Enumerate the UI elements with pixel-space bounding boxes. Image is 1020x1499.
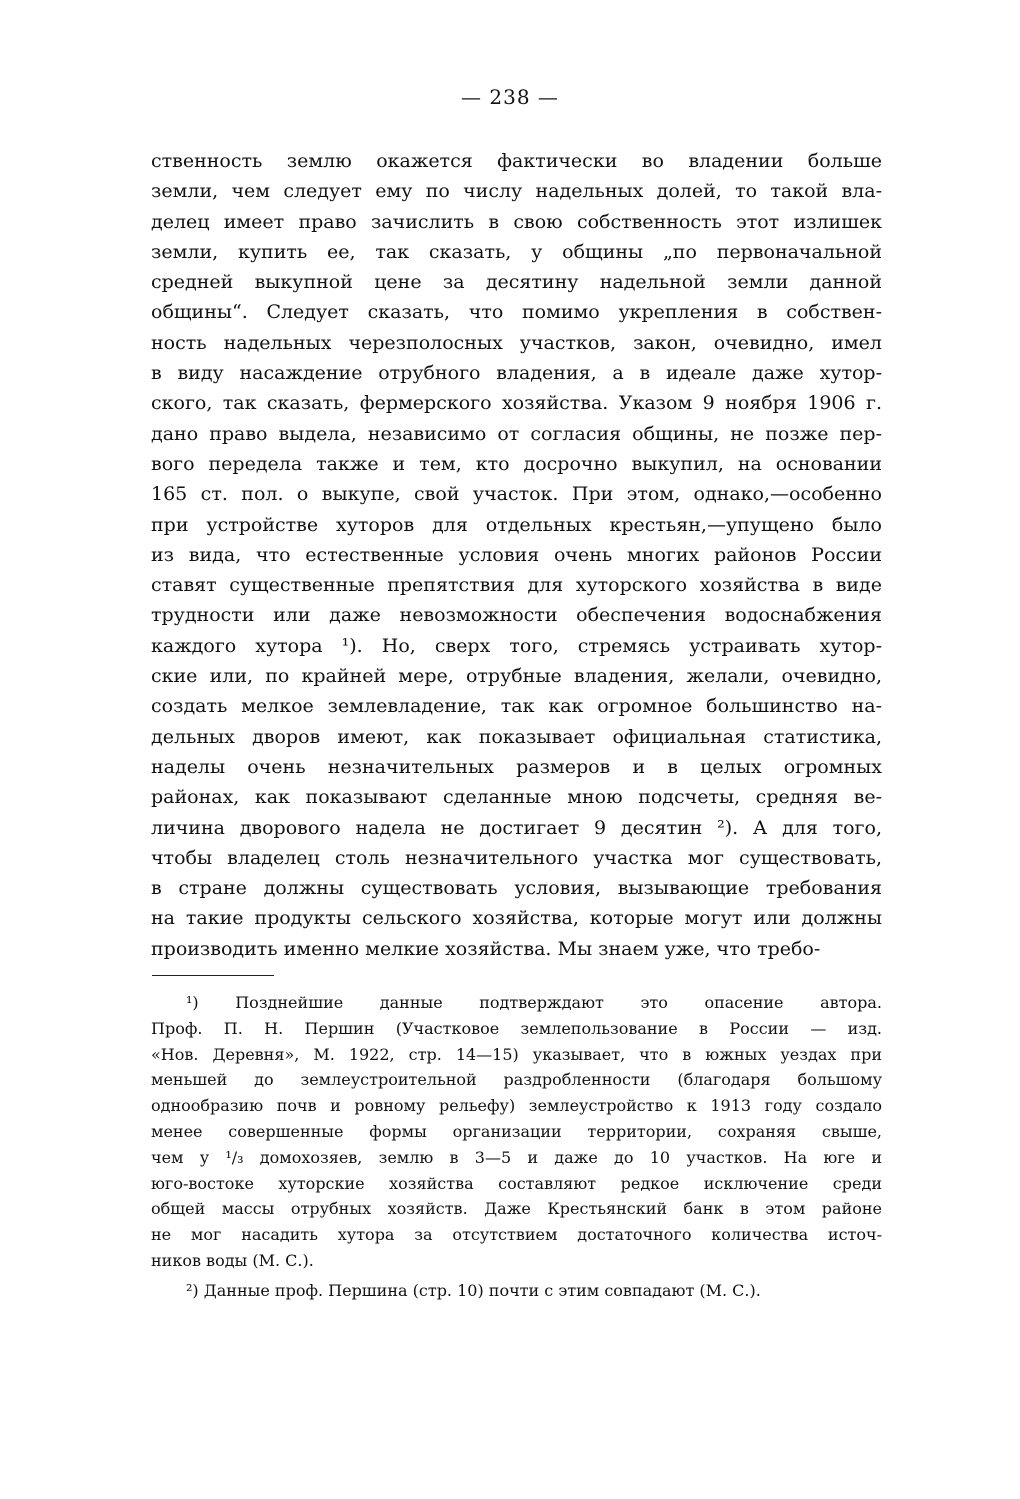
footnote-1-line: Проф. П. Н. Першин (Участковое землепользование в России — изд.: [151, 1018, 882, 1038]
main-text: [151, 146, 882, 964]
text-line: ственность землю окажется фактически во владении больше: [151, 150, 882, 172]
footnote-1-line: ников воды (М. С.).: [151, 1250, 314, 1270]
footnote-1-line: общей массы отрубных хозяйств. Даже Крестьянский банк в этом районе: [151, 1199, 882, 1219]
text-line: средней выкупной цене за десятину надельной земли данной: [151, 271, 882, 294]
text-line: земли, чем следует ему по числу надельных долей, то такой вла-: [151, 180, 882, 203]
page-number: — 238 —: [461, 85, 559, 109]
text-line: ность надельных черезполосных участков, закон, очевидно, имел: [151, 331, 882, 354]
footnote-2: ²) Данные проф. Першина (стр. 10) почти с этим совпадают (М. С.).: [186, 1280, 761, 1300]
text-line: дано право выдела, независимо от согласия общины, не позже пер-: [151, 422, 882, 445]
text-line: на такие продукты сельского хозяйства, которые могут или должны: [151, 907, 882, 930]
text-line: из вида, что естественные условия очень многих районов России: [151, 543, 882, 566]
text-line: каждого хутора ¹). Но, сверх того, стремясь устраивать хутор-: [151, 634, 882, 657]
footnote-1-line: юго-востоке хуторские хозяйства составляют редкое исключение среди: [151, 1173, 882, 1193]
text-line: общины“. Следует сказать, что помимо укрепления в собствен-: [151, 301, 882, 324]
text-line: личина дворового надела не достигает 9 десятин ²). А для того,: [151, 816, 882, 839]
footnote-1-line: ¹) Позднейшие данные подтверждают это опасение автора.: [186, 993, 882, 1012]
text-line: вого передела также и тем, кто досрочно выкупил, на основании: [151, 452, 882, 475]
footnote-1-line: чем у ¹/₃ домохозяев, землю в 3—5 и даже до 10 участков. На юге и: [151, 1147, 882, 1167]
text-line: в виду насаждение отрубного владения, а в идеале даже хутор-: [151, 362, 882, 385]
text-line: районах, как показывают сделанные мною подсчеты, средняя ве-: [151, 786, 882, 809]
text-line: 165 ст. пол. о выкупе, свой участок. При этом, однако,—особенно: [151, 483, 882, 506]
text-line: при устройстве хуторов для отдельных крестьян,—упущено было: [151, 513, 882, 536]
footnote-1-line: «Нов. Деревня», М. 1922, стр. 14—15) указывает, что в южных уездах при: [151, 1044, 882, 1064]
text-line: в стране должны существовать условия, вызывающие требования: [151, 877, 882, 900]
footnote-1-line: не мог насадить хутора за отсутствием достаточного количества источ-: [151, 1225, 882, 1245]
text-line: земли, купить ее, так сказать, у общины „по первоначальной: [151, 240, 882, 263]
text-line: дельных дворов имеют, как показывает официальная статистика,: [151, 725, 882, 748]
footnote-1-line: меньшей до землеустроительной раздробленности (благодаря большому: [151, 1070, 882, 1090]
text-line: ставят существенные препятствия для хуторского хозяйства в виде: [151, 574, 882, 597]
text-line: производить именно мелкие хозяйства. Мы знаем уже, что требо-: [151, 937, 821, 960]
text-line: ского, так сказать, фермерского хозяйства. Указом 9 ноября 1906 г.: [151, 392, 882, 415]
footnote-1-line: менее совершенные формы организации территории, сохраняя свыше,: [151, 1121, 882, 1141]
text-line: ские или, по крайней мере, отрубные владения, желали, очевидно,: [151, 665, 882, 688]
text-line: чтобы владелец столь незначительного участка мог существовать,: [151, 846, 882, 869]
footnote-divider: [152, 975, 274, 976]
text-line: трудности или даже невозможности обеспечения водоснабжения: [151, 604, 882, 627]
text-line: делец имеет право зачислить в свою собственность этот излишек: [151, 210, 882, 233]
text-line: наделы очень незначительных размеров и в целых огромных: [151, 755, 882, 778]
text-line: создать мелкое землевладение, так как огромное большинство на-: [151, 695, 882, 718]
footnotes: [151, 990, 882, 1304]
footnote-1-line: однообразию почв и ровному рельефу) землеустройство к 1913 году создало: [151, 1096, 882, 1116]
